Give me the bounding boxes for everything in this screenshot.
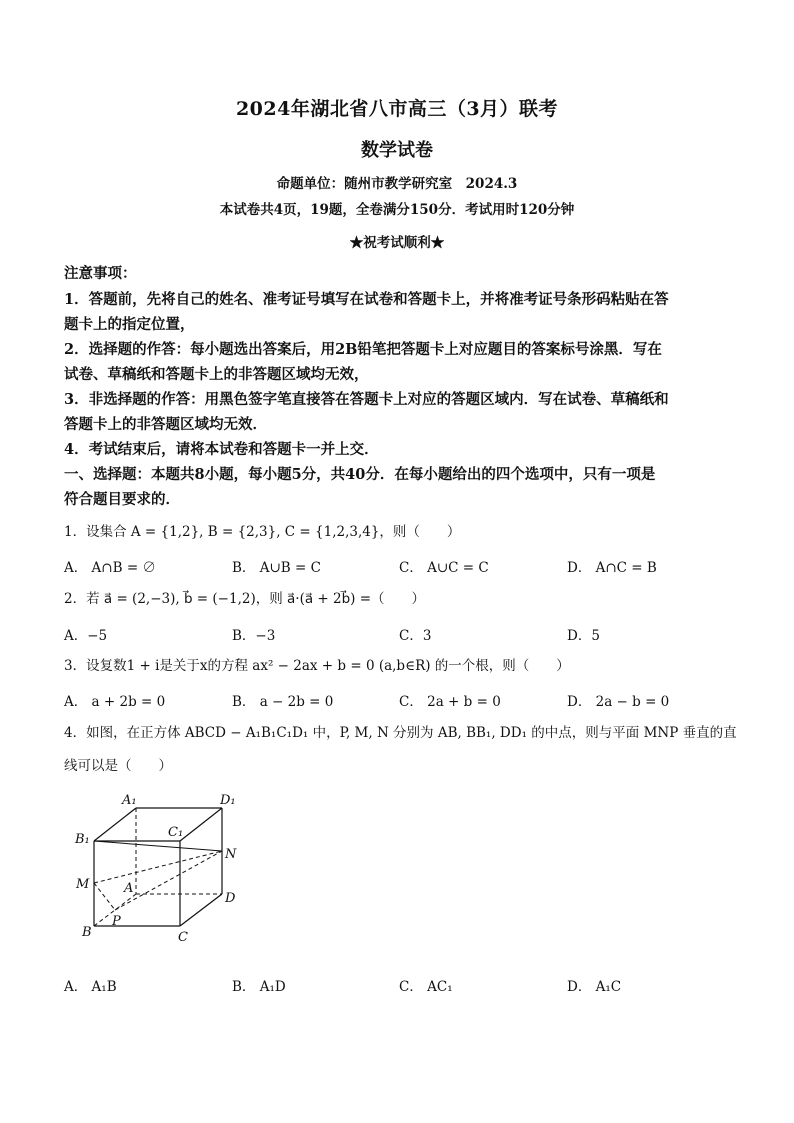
cube-figure (70, 788, 250, 948)
label-b1: B₁ (75, 832, 90, 847)
question-1-stem: 1．设集合 A = {1,2}, B = {2,3}, C = {1,2,3,4}，则（ ） (64, 524, 461, 540)
question-4-option-c[interactable]: C． AC₁ (399, 979, 453, 995)
exam-subtitle: 数学试卷 (361, 140, 433, 161)
question-2-option-b[interactable]: B．−3 (232, 628, 276, 644)
notes-line: 4．考试结束后，请将本试卷和答题卡一并上交． (64, 441, 379, 458)
edge-b1-a1 (94, 808, 136, 841)
question-1-option-a[interactable]: A． A∩B = ∅ (64, 560, 156, 576)
edge-c1-d1 (180, 808, 222, 841)
notes-line: 题卡上的指定位置， (64, 316, 195, 333)
question-4-option-b[interactable]: B． A₁D (232, 979, 286, 995)
label-m: M (76, 877, 90, 892)
exam-info: 本试卷共4页，19题，全卷满分150分．考试用时120分钟 (219, 202, 575, 218)
exam-title: 2024年湖北省八市高三（3月）联考 (235, 98, 559, 120)
question-1-option-c[interactable]: C． A∪C = C (399, 560, 489, 576)
edge-c-d (180, 894, 222, 926)
question-3-option-a[interactable]: A． a + 2b = 0 (64, 694, 166, 710)
notes-line: 试卷、草稿纸和答题卡上的非答题区域均无效， (64, 366, 369, 383)
question-2-stem: 2．若 a⃗ = (2,−3), b⃗ = (−1,2)，则 a⃗·(a⃗ + 2b⃗) =（ ） (64, 591, 426, 607)
label-n: N (225, 847, 237, 862)
question-3-option-b[interactable]: B． a − 2b = 0 (232, 694, 334, 710)
notes-line: 1．答题前，先将自己的姓名、准考证号填写在试卷和答题卡上，并将准考证号条形码粘贴在答 (64, 291, 669, 308)
question-4-stem-cont: 线可以是（ ） (64, 758, 172, 774)
question-1-option-b[interactable]: B． A∪B = C (232, 560, 321, 576)
label-a1: A₁ (122, 793, 137, 808)
section-heading-cont: 符合题目要求的． (64, 491, 180, 508)
notes-line: 答题卡上的非答题区域均无效． (64, 416, 267, 433)
label-c1: C₁ (168, 825, 184, 840)
question-4-option-d[interactable]: D． A₁C (567, 979, 622, 995)
question-4-option-a[interactable]: A． A₁B (64, 979, 117, 995)
notes-line: 2．选择题的作答：每小题选出答案后，用2B铅笔把答题卡上对应题目的答案标号涂黑．写在 (64, 341, 662, 358)
label-b: B (82, 925, 92, 940)
question-1-option-d[interactable]: D． A∩C = B (567, 560, 657, 576)
notes-line: 3．非选择题的作答：用黑色签字笔直接答在答题卡上对应的答题区域内．写在试卷、草稿纸和 (64, 391, 669, 408)
label-p: P (112, 914, 121, 929)
line-b1-n (94, 841, 222, 851)
dashed-m-n (94, 851, 222, 883)
label-d: D (225, 891, 236, 906)
question-3-stem: 3．设复数1 + i是关于x的方程 ax² − 2ax + b = 0 (a,b∈R) 的一个根，则（ ） (64, 658, 570, 674)
label-d1: D₁ (220, 793, 236, 808)
question-3-option-d[interactable]: D． 2a − b = 0 (567, 694, 670, 710)
question-4-stem: 4．如图，在正方体 ABCD − A₁B₁C₁D₁ 中，P, M, N 分别为 AB, BB₁, DD₁ 的中点，则与平面 MNP 垂直的直 (64, 725, 737, 741)
exam-unit: 命题单位：随州市教学研究室 2024.3 (276, 176, 518, 192)
exam-wish: ★祝考试顺利★ (349, 235, 445, 251)
question-3-option-c[interactable]: C． 2a + b = 0 (399, 694, 501, 710)
label-c: C (178, 930, 188, 945)
notes-heading: 注意事项： (64, 265, 137, 282)
dashed-m-p (94, 883, 115, 910)
question-2-option-a[interactable]: A．−5 (64, 628, 108, 644)
section-heading: 一、选择题：本题共8小题，每小题5分，共40分．在每小题给出的四个选项中，只有一项是 (64, 466, 656, 483)
question-2-option-c[interactable]: C．3 (399, 628, 432, 644)
question-2-option-d[interactable]: D．5 (567, 628, 600, 644)
label-a: A (124, 881, 134, 896)
